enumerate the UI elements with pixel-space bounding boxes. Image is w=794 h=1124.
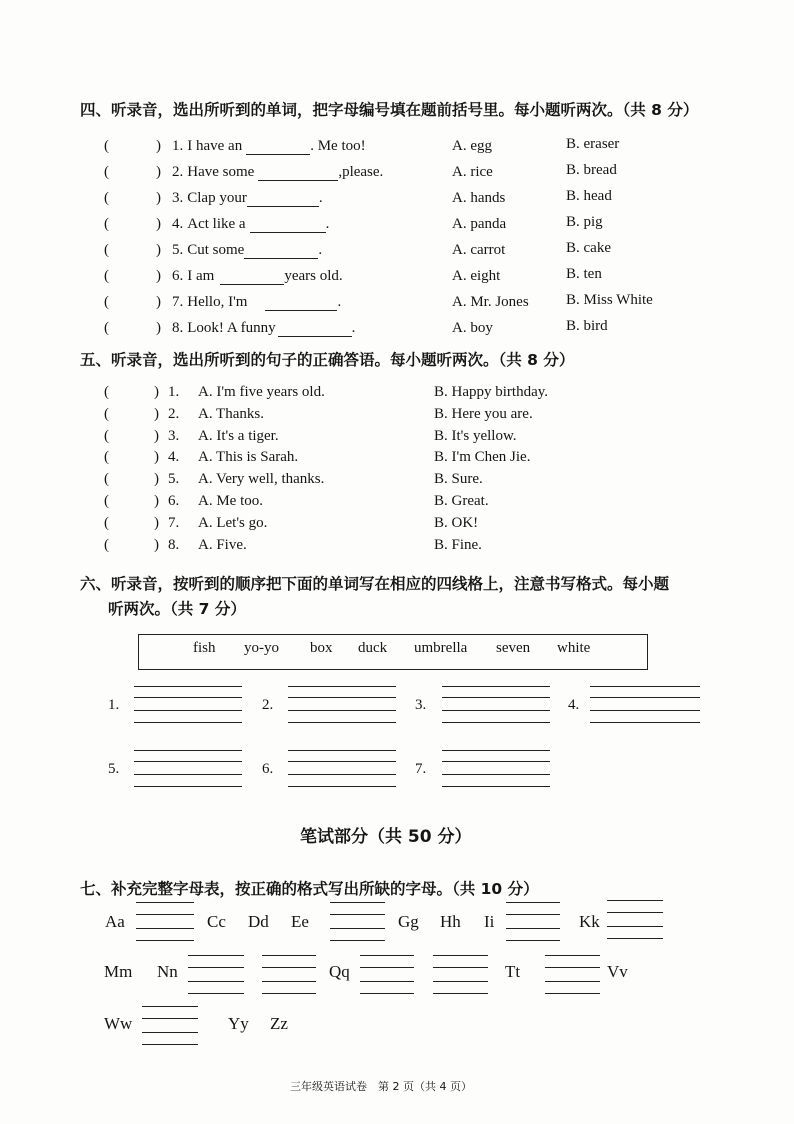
word-bank-word: duck [358,640,388,656]
answer-bracket-close: ) [154,471,159,488]
option-a: A. boy [452,320,493,336]
answer-bracket-close: ) [154,514,159,531]
fill-blank[interactable] [250,218,326,233]
word-bank-word: white [557,640,591,656]
question-number: 1. [172,138,184,154]
answer-bracket-open: ( [104,493,109,509]
answer-bracket-close: ) [156,138,161,154]
answer-bracket-close: ) [154,449,159,466]
question-number: 4. [168,449,180,466]
question-text-after: . [337,294,342,310]
option-a: A. It's a tiger. [198,427,279,444]
answer-label: 1. [108,697,120,713]
answer-bracket-open: ( [104,471,109,488]
word-bank-word: yo-yo [244,640,279,656]
option-b: B. It's yellow. [434,427,517,444]
question-text-after: . [351,320,356,336]
answer-bracket-close: ) [154,405,159,422]
option-a: A. This is Sarah. [198,449,299,466]
answer-bracket-open: ( [104,190,109,206]
answer-slot[interactable] [114,428,152,445]
answer-slot[interactable] [114,537,152,554]
alphabet-letter: Ee [291,912,309,931]
question-sentence [172,138,366,155]
option-b: B. bird [566,318,608,334]
option-a: A. Five. [198,536,247,553]
answer-slot[interactable] [114,320,154,338]
answer-slot[interactable] [114,449,152,466]
letter-blank-grid[interactable] [360,955,414,993]
option-b: B. cake [566,240,611,256]
option-b: B. Sure. [434,471,483,488]
answer-bracket-close: ) [154,493,159,509]
alphabet-letter: Qq [329,962,350,981]
fill-blank[interactable] [247,192,319,207]
alphabet-letter: Ww [104,1014,133,1033]
answer-slot[interactable] [114,406,152,423]
question-text-after: . Me too! [310,138,366,154]
option-b: B. Great. [434,493,489,509]
question-number: 1. [168,384,180,400]
question-sentence [172,268,343,285]
answer-slot[interactable] [114,138,154,156]
answer-label: 4. [568,697,580,713]
question-number: 8. [168,536,180,553]
letter-blank-grid[interactable] [545,955,600,993]
section5-heading: 五、听录音，选出所听到的句子的正确答语。每小题听两次。（共 8 分） [80,351,575,369]
option-b: B. Fine. [434,536,482,553]
answer-bracket-close: ) [156,320,161,336]
question-text-before: Clap your [187,190,247,206]
letter-blank-grid[interactable] [188,955,244,993]
letter-blank-grid[interactable] [607,900,663,938]
option-a: A. egg [452,138,492,154]
answer-label: 6. [262,761,274,777]
word-bank-word: seven [496,640,531,656]
question-number: 5. [172,242,184,258]
section6-heading-line2: 听两次。（共 7 分） [108,600,246,618]
option-b: B. Happy birthday. [434,384,549,400]
answer-bracket-open: ( [104,138,109,154]
answer-label: 7. [415,761,427,777]
alphabet-letter: Cc [207,912,226,931]
answer-bracket-close: ) [154,536,159,553]
question-number: 7. [168,514,180,531]
alphabet-letter: Kk [579,912,600,931]
four-line-grid[interactable] [590,686,700,724]
four-line-grid[interactable] [134,750,242,788]
question-number: 6. [172,268,184,284]
question-text-after: . [318,190,323,206]
question-number: 7. [172,294,184,310]
option-b: B. eraser [566,136,620,152]
answer-bracket-open: ( [104,242,109,258]
option-b: B. head [566,188,612,204]
question-text-after: . [318,242,323,258]
question-text-after: . [325,216,330,232]
four-line-grid[interactable] [134,686,242,724]
four-line-grid[interactable] [288,750,396,788]
option-a: A. rice [452,164,493,180]
alphabet-letter: Zz [270,1014,288,1033]
answer-bracket-open: ( [104,536,109,553]
option-b: B. Here you are. [434,405,533,422]
question-sentence [172,242,322,259]
answer-slot[interactable] [114,294,154,312]
option-a: A. carrot [452,242,506,258]
answer-bracket-close: ) [154,384,159,400]
answer-bracket-open: ( [104,320,109,336]
four-line-grid[interactable] [442,686,550,724]
letter-blank-grid[interactable] [330,902,385,940]
letter-blank-grid[interactable] [262,955,316,993]
question-text-before: Cut some [187,242,245,258]
question-number: 4. [172,216,184,232]
option-a: A. Mr. Jones [452,294,529,310]
four-line-grid[interactable] [288,686,396,724]
fill-blank[interactable] [265,296,337,311]
letter-blank-grid[interactable] [142,1006,198,1044]
question-text-before: Act like a [187,216,246,232]
answer-bracket-close: ) [156,268,161,284]
answer-label: 3. [415,697,427,713]
option-b: B. bread [566,162,617,178]
answer-bracket-close: ) [156,294,161,310]
question-text-after: ,please. [338,164,384,180]
question-text-before: I have an [187,138,243,154]
section7-heading: 七、补充完整字母表，按正确的格式写出所缺的字母。（共 10 分） [80,880,539,898]
answer-bracket-open: ( [104,294,109,310]
option-a: A. panda [452,216,507,232]
option-a: A. Let's go. [198,514,268,531]
word-bank-word: umbrella [414,640,468,656]
alphabet-letter: Vv [607,962,628,981]
option-b: B. I'm Chen Jie. [434,449,531,466]
question-text-before: Have some [187,164,255,180]
alphabet-letter: Dd [248,912,269,931]
answer-bracket-open: ( [104,216,109,232]
word-bank-word: fish [193,640,216,656]
answer-slot[interactable] [114,164,154,182]
question-sentence [172,320,355,337]
answer-slot[interactable] [114,268,154,286]
answer-bracket-open: ( [104,384,109,400]
question-sentence [172,294,341,311]
answer-bracket-open: ( [104,405,109,422]
letter-blank-grid[interactable] [506,902,560,940]
answer-slot[interactable] [114,471,152,488]
question-number: 3. [172,190,184,206]
option-b: B. ten [566,266,602,282]
fill-blank[interactable] [244,244,318,259]
answer-bracket-close: ) [156,216,161,232]
alphabet-letter: Aa [105,912,125,931]
option-a: A. hands [452,190,506,206]
answer-bracket-close: ) [156,190,161,206]
option-a: A. Me too. [198,493,263,509]
alphabet-letter: Hh [440,912,461,931]
question-number: 6. [168,493,180,509]
question-sentence [172,164,383,181]
answer-slot[interactable] [114,515,152,532]
letter-blank-grid[interactable] [136,902,194,940]
answer-label: 5. [108,761,120,777]
answer-slot[interactable] [114,216,154,234]
question-number: 2. [172,164,184,180]
alphabet-letter: Mm [104,962,133,981]
answer-slot[interactable] [114,384,152,401]
alphabet-letter: Gg [398,912,419,931]
option-b: B. OK! [434,514,479,531]
question-text-before: I am [187,268,215,284]
question-sentence [172,216,329,233]
answer-label: 2. [262,697,274,713]
section6-heading-line1: 六、听录音，按听到的顺序把下面的单词写在相应的四线格上，注意书写格式。每小题 [80,575,670,593]
question-text-after: years old. [284,268,343,284]
fill-blank[interactable] [220,270,284,285]
fill-blank[interactable] [258,166,338,181]
option-b: B. Miss White [566,292,653,308]
letter-blank-grid[interactable] [433,955,488,993]
fill-blank[interactable] [246,140,310,155]
written-part-title: 笔试部分（共 50 分） [300,827,472,847]
question-sentence [172,190,323,207]
section4-heading: 四、听录音，选出所听到的单词，把字母编号填在题前括号里。每小题听两次。（共 8 分） [80,101,699,119]
fill-blank[interactable] [278,322,352,337]
page-footer: 三年级英语试卷 第 2 页（共 4 页） [290,1080,472,1093]
alphabet-letter: Yy [228,1014,249,1033]
answer-bracket-open: ( [104,164,109,180]
question-number: 2. [168,405,180,422]
answer-bracket-open: ( [104,449,109,466]
answer-slot[interactable] [114,242,154,260]
option-b: B. pig [566,214,603,230]
answer-slot[interactable] [114,190,154,208]
answer-slot[interactable] [114,493,152,510]
option-a: A. Thanks. [198,405,264,422]
answer-bracket-close: ) [156,242,161,258]
answer-bracket-open: ( [104,427,109,444]
answer-bracket-close: ) [156,164,161,180]
option-a: A. eight [452,268,501,284]
four-line-grid[interactable] [442,750,550,788]
alphabet-letter: Tt [505,962,521,981]
alphabet-letter: Nn [157,962,178,981]
question-text-before: Hello, I'm [187,294,248,310]
option-a: A. I'm five years old. [198,384,325,400]
answer-bracket-open: ( [104,268,109,284]
option-a: A. Very well, thanks. [198,471,325,488]
answer-bracket-close: ) [154,427,159,444]
question-number: 8. [172,320,184,336]
question-number: 3. [168,427,180,444]
alphabet-letter: Ii [484,912,495,931]
question-number: 5. [168,471,180,488]
answer-bracket-open: ( [104,514,109,531]
question-text-before: Look! A funny [187,320,276,336]
word-bank-word: box [310,640,333,656]
